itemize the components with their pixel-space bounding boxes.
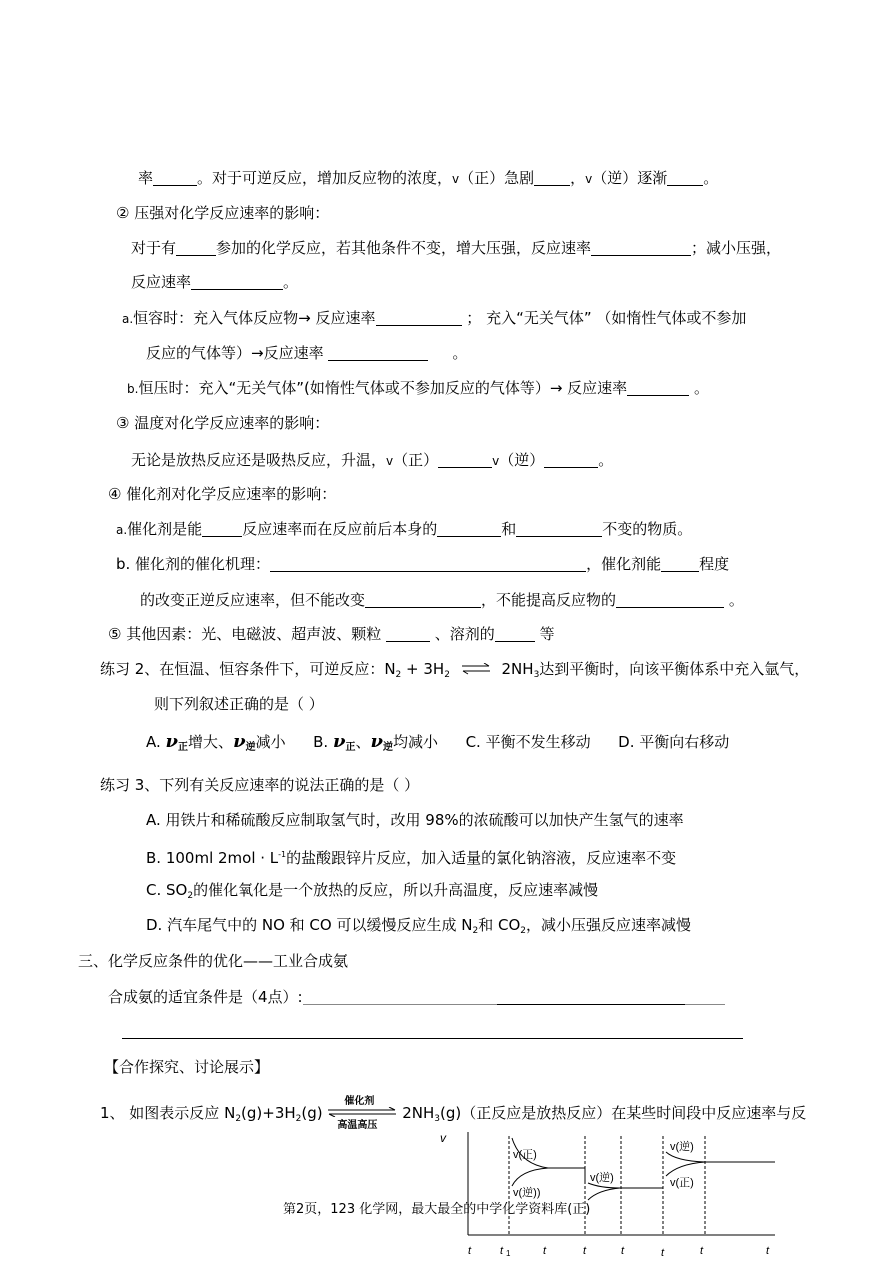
- v-symbol: v: [452, 172, 460, 186]
- equilibrium-arrow-icon: [461, 663, 491, 675]
- blank: [661, 556, 699, 572]
- heading-temperature: ③ 温度对化学反应速率的影响：: [116, 414, 330, 432]
- v-reverse-curve: [512, 1168, 548, 1186]
- text: B. 100ml 2mol · L: [146, 849, 279, 867]
- text: 2NH: [402, 1104, 435, 1122]
- blank: [438, 452, 492, 468]
- section-3-title: 三、化学反应条件的优化——工业合成氨: [78, 952, 349, 970]
- blank: [516, 521, 602, 537]
- blank: [497, 989, 685, 1005]
- curve-label: v(逆): [590, 1172, 614, 1184]
- text: (g): [301, 1104, 323, 1122]
- text: a.: [122, 312, 134, 326]
- tick-label: t: [468, 1245, 472, 1257]
- text: 。: [283, 273, 299, 291]
- blank: [328, 345, 428, 361]
- practice-2-stem: [100, 659, 809, 685]
- blank: [534, 170, 570, 186]
- blank: [616, 592, 724, 608]
- subscript: 2: [295, 1114, 302, 1124]
- subscript: 正: [178, 742, 189, 753]
- tick-label: t: [500, 1245, 504, 1257]
- text: 的改变正逆反应速率，但不能改变: [140, 591, 366, 609]
- text: 不变的物质。: [602, 520, 693, 538]
- blank: [202, 521, 242, 537]
- option-d: D. 平衡向右移动: [618, 733, 730, 751]
- tick-subscript: 1: [506, 1249, 511, 1258]
- practice-2-options: [146, 732, 729, 758]
- text: （逆）逐渐: [592, 169, 668, 187]
- v-symbol: ν: [332, 731, 346, 752]
- text: 反应速率而在反应前后本身的: [242, 520, 438, 538]
- answer-line: [122, 1038, 743, 1039]
- text: C. SO: [146, 881, 188, 899]
- curve-label: v(正): [513, 1149, 537, 1161]
- subscript: 正: [345, 742, 356, 753]
- text: 程度: [699, 555, 730, 573]
- line-11: [116, 519, 692, 540]
- text: 1、 如图表示反应 N: [100, 1104, 236, 1122]
- option-a-label: A.: [146, 733, 161, 751]
- section-3-conditions: [108, 987, 725, 1007]
- text: （逆）: [499, 451, 545, 469]
- blank: [176, 240, 216, 256]
- v-symbol: v: [386, 454, 394, 468]
- blank: [495, 626, 535, 642]
- text: 练习 2、在恒温、恒容条件下，可逆反应：N: [100, 660, 396, 678]
- text: 均减小: [393, 733, 439, 751]
- blank: [270, 556, 586, 572]
- text: 。: [728, 591, 744, 609]
- blank: [303, 989, 497, 1005]
- text: 。对于可逆反应，增加反应物的浓度，: [197, 169, 453, 187]
- text: 。: [452, 344, 468, 362]
- text: 、溶剂的: [434, 625, 495, 643]
- text: 合成氨的适宜条件是（4点）:: [108, 988, 303, 1006]
- subscript: 逆: [383, 742, 393, 753]
- line-9: [131, 450, 613, 471]
- subscript: 2: [444, 670, 450, 680]
- text: 和 CO: [478, 916, 521, 934]
- text: 、: [355, 733, 371, 751]
- v-forward-curve: [588, 1188, 620, 1200]
- question-1: [100, 1096, 807, 1131]
- blank: [627, 380, 689, 396]
- line-7: [127, 378, 709, 399]
- curve-label: v(逆): [670, 1141, 694, 1153]
- subscript: 3: [434, 1114, 440, 1124]
- text: 和: [501, 520, 517, 538]
- text: 的盐酸跟锌片反应，加入适量的氯化钠溶液，反应速率不变: [286, 849, 677, 867]
- line-1: [138, 168, 718, 189]
- text: 对于有: [131, 239, 177, 257]
- text: (g)+3H: [241, 1104, 296, 1122]
- v-symbol: ν: [165, 731, 179, 752]
- text: 反应的气体等）→反应速率: [146, 344, 324, 362]
- text: b.: [127, 382, 139, 396]
- text: 2NH: [501, 660, 534, 678]
- blank: [153, 170, 197, 186]
- text: ，: [570, 169, 586, 187]
- tick-label: t: [661, 1247, 665, 1259]
- text: 反应速率: [131, 273, 192, 291]
- text: 恒容时：充入气体反应物→ 反应速率: [133, 309, 376, 327]
- subscript: 2: [395, 670, 402, 680]
- text: ； 充入“无关气体” （如惰性气体或不参加: [466, 309, 747, 327]
- blank: [667, 170, 703, 186]
- blank: [365, 592, 481, 608]
- blank: [376, 310, 462, 326]
- text: ，减小压强反应速率减慢: [526, 916, 692, 934]
- v-reverse-curve: [666, 1152, 705, 1162]
- page-footer: 第2页，123 化学网，最大最全的中学化学资料库(正): [283, 1202, 591, 1217]
- blank: [591, 240, 691, 256]
- blank: [437, 521, 501, 537]
- option-b-label: B.: [313, 733, 329, 751]
- text: （正）: [393, 451, 439, 469]
- text: 参加的化学反应，若其他条件不变，增大压强，反应速率: [216, 239, 592, 257]
- heading-pressure: ② 压强对化学反应速率的影响：: [116, 204, 330, 222]
- v-forward-curve: [666, 1162, 775, 1176]
- tick-label: t: [766, 1245, 770, 1257]
- practice-2-question: 则下列叙述正确的是（ ）: [154, 695, 324, 713]
- practice-3-option-c: [146, 880, 598, 906]
- text: ，催化剂能: [586, 555, 662, 573]
- text: 的催化氧化是一个放热的反应，所以升高温度，反应速率减慢: [193, 881, 599, 899]
- line-5: [122, 308, 746, 329]
- text: (g)（正反应是放热反应）在某些时间段中反应速率与反: [439, 1104, 807, 1122]
- text: 率: [138, 169, 154, 187]
- heading-catalyst: ④ 催化剂对化学反应速率的影响：: [108, 485, 337, 503]
- curve-label: v(正): [670, 1177, 694, 1189]
- v-symbol: ν: [233, 731, 246, 752]
- text: ；减小压强，: [691, 239, 782, 257]
- catalyst-label: 催化剂: [344, 1096, 375, 1107]
- text: + 3H: [401, 660, 445, 678]
- blank: [386, 626, 430, 642]
- subscript: 2: [472, 926, 479, 936]
- text: （正）急剧: [459, 169, 535, 187]
- subscript: 3: [533, 670, 540, 680]
- v-symbol: v: [492, 454, 500, 468]
- text: b. 催化剂的催化机理：: [116, 555, 271, 573]
- text: 无论是放热反应还是吸热反应，升温，: [131, 451, 387, 469]
- text: 。: [598, 451, 614, 469]
- subscript: 2: [187, 891, 194, 901]
- v-axis-label: v: [440, 1131, 446, 1145]
- text: 催化剂是能: [127, 520, 203, 538]
- curve-label: v(逆)): [513, 1187, 541, 1199]
- subscript: 2: [520, 926, 526, 936]
- v-symbol: v: [585, 172, 593, 186]
- text: ⑤ 其他因素：光、电磁波、超声波、颗粒: [108, 625, 382, 643]
- line-12: [116, 554, 729, 574]
- superscript: -1: [278, 850, 287, 859]
- text: 达到平衡时，向该平衡体系中充入氩气，: [539, 660, 810, 678]
- line-14: [108, 624, 555, 644]
- text: 等: [539, 625, 555, 643]
- text: 恒压时：充入“无关气体”(如惰性气体或不参加反应的气体等）→ 反应速率: [138, 379, 628, 397]
- blank: [191, 274, 283, 290]
- text: 减小: [255, 733, 286, 751]
- text: a.: [116, 523, 128, 537]
- tick-label: t: [543, 1245, 547, 1257]
- option-c: C. 平衡不发生移动: [465, 733, 591, 751]
- line-4: [131, 272, 298, 292]
- condition-arrow: [327, 1096, 397, 1131]
- text: 增大、: [188, 733, 234, 751]
- practice-3-stem: 练习 3、下列有关反应速率的说法正确的是（ ）: [100, 776, 420, 794]
- coop-heading: 【合作探究、讨论展示】: [104, 1058, 270, 1076]
- tick-label: t: [621, 1245, 625, 1257]
- rate-time-diagram: [430, 1128, 780, 1260]
- tick-label: t: [700, 1245, 704, 1257]
- subscript: 2: [235, 1114, 242, 1124]
- blank: [544, 452, 598, 468]
- blank: [685, 989, 725, 1005]
- text: ，不能提高反应物的: [481, 591, 617, 609]
- condition-label: 高温高压: [337, 1120, 378, 1131]
- tick-label: t: [583, 1245, 587, 1257]
- practice-3-option-a: A. 用铁片和稀硫酸反应制取氢气时，改用 98%的浓硫酸可以加快产生氢气的速率: [146, 811, 684, 829]
- practice-3-option-d: [146, 915, 691, 941]
- practice-3-option-b: [146, 845, 676, 868]
- line-3: [131, 238, 781, 258]
- v-symbol: ν: [370, 731, 383, 752]
- subscript: 逆: [245, 742, 256, 753]
- text: D. 汽车尾气中的 NO 和 CO 可以缓慢反应生成 N: [146, 916, 473, 934]
- text: 。: [703, 169, 719, 187]
- line-6: [146, 343, 467, 363]
- line-13: [140, 590, 744, 610]
- text: 。: [693, 379, 709, 397]
